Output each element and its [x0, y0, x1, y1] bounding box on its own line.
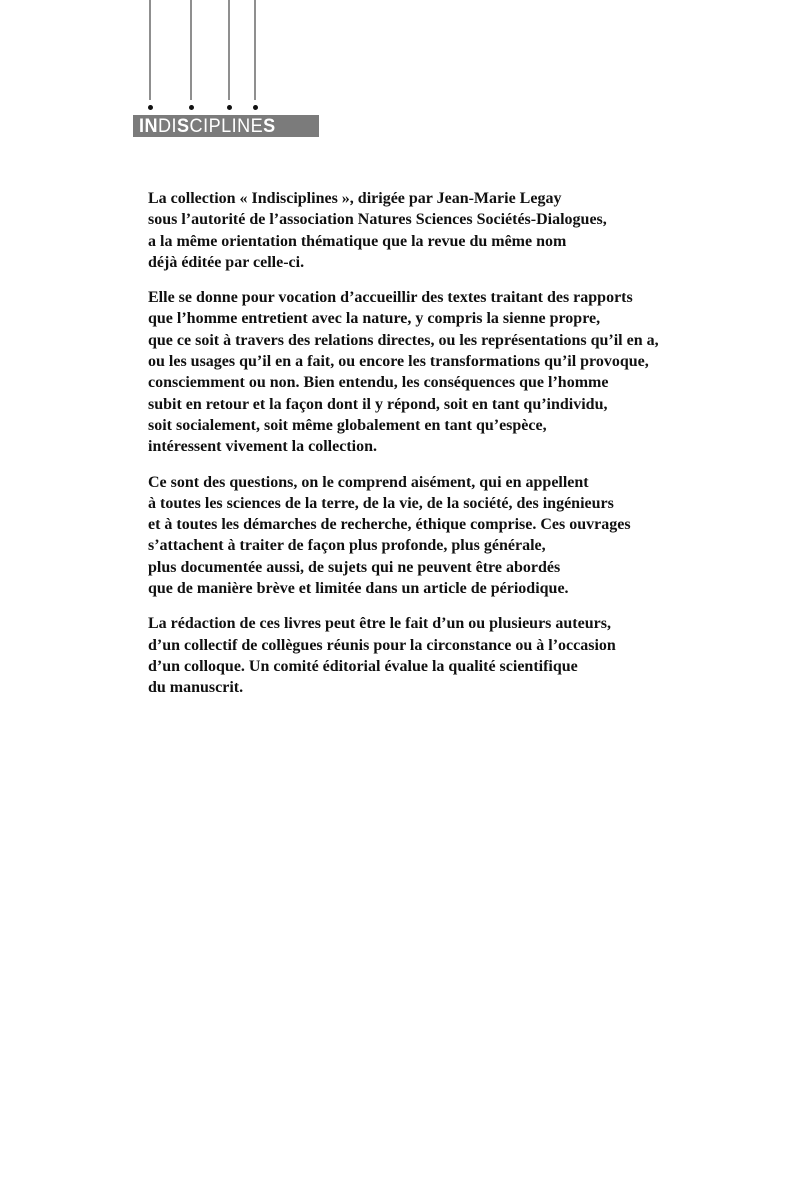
- logo-letter: L: [221, 115, 232, 137]
- collection-description: [148, 188, 708, 713]
- logo-letter: C: [189, 115, 204, 137]
- logo-dot: [227, 105, 232, 110]
- logo-dot: [253, 105, 258, 110]
- logo-letter: E: [250, 115, 264, 137]
- logo-dot: [148, 105, 153, 110]
- logo-letter: N: [144, 115, 159, 137]
- logo-wordmark: [139, 117, 276, 136]
- logo-banner: [133, 115, 319, 137]
- description-paragraph: La rédaction de ces livres peut être le fait d’un ou plusieurs auteurs, d’un collectif de collègues réunis pour la circonstance ou à l’occasion d’un colloque. Un comité éditorial évalue la qualité scientifique du manuscrit.: [148, 615, 616, 697]
- logo-drop-line: [190, 0, 192, 100]
- logo-dot: [189, 105, 194, 110]
- description-paragraph: La collection « Indisciplines », dirigée par Jean-Marie Legay sous l’autorité de l’association Natures Sciences Sociétés-Dialogues, a la même orientation thématique que la revue du même nom déjà éditée par celle-ci.: [148, 190, 607, 271]
- logo-letter: D: [158, 115, 172, 137]
- logo-letter: S: [177, 115, 190, 137]
- logo-letter: P: [208, 115, 222, 137]
- description-paragraph: Elle se donne pour vocation d’accueillir des textes traitant des rapports que l’homme entretient avec la nature, y compris la sienne propre, que ce soit à travers des relations directes, ou les représentations qu’il en a, ou les usages qu’il en a fait, ou encore les transformations qu’il provoque, consciemment ou non. Bien entendu, les conséquences que l’homme subit en retour et la façon dont il y répond, soit en tant qu’individu, soit socialement, soit même globalement en tant qu’espèce, intéressent vivement la collection.: [148, 289, 659, 456]
- logo-drop-line: [149, 0, 151, 100]
- logo-letter: S: [263, 115, 276, 137]
- logo-letter: I: [139, 115, 145, 137]
- logo-letter: I: [203, 115, 209, 137]
- logo-letter: N: [237, 115, 251, 137]
- logo-drop-line: [228, 0, 230, 100]
- logo-drop-line: [254, 0, 256, 100]
- logo-letter: I: [171, 115, 178, 137]
- logo-letter: I: [231, 115, 238, 137]
- description-paragraph: Ce sont des questions, on le comprend aisément, qui en appellent à toutes les sciences de la terre, de la vie, de la société, des ingénieurs et à toutes les démarches de recherche, éthique comprise. Ces ouvrages s’attachent à traiter de façon plus profonde, plus générale, plus documentée aussi, de sujets qui ne peuvent être abordés que de manière brève et limitée dans un article de périodique.: [148, 473, 631, 598]
